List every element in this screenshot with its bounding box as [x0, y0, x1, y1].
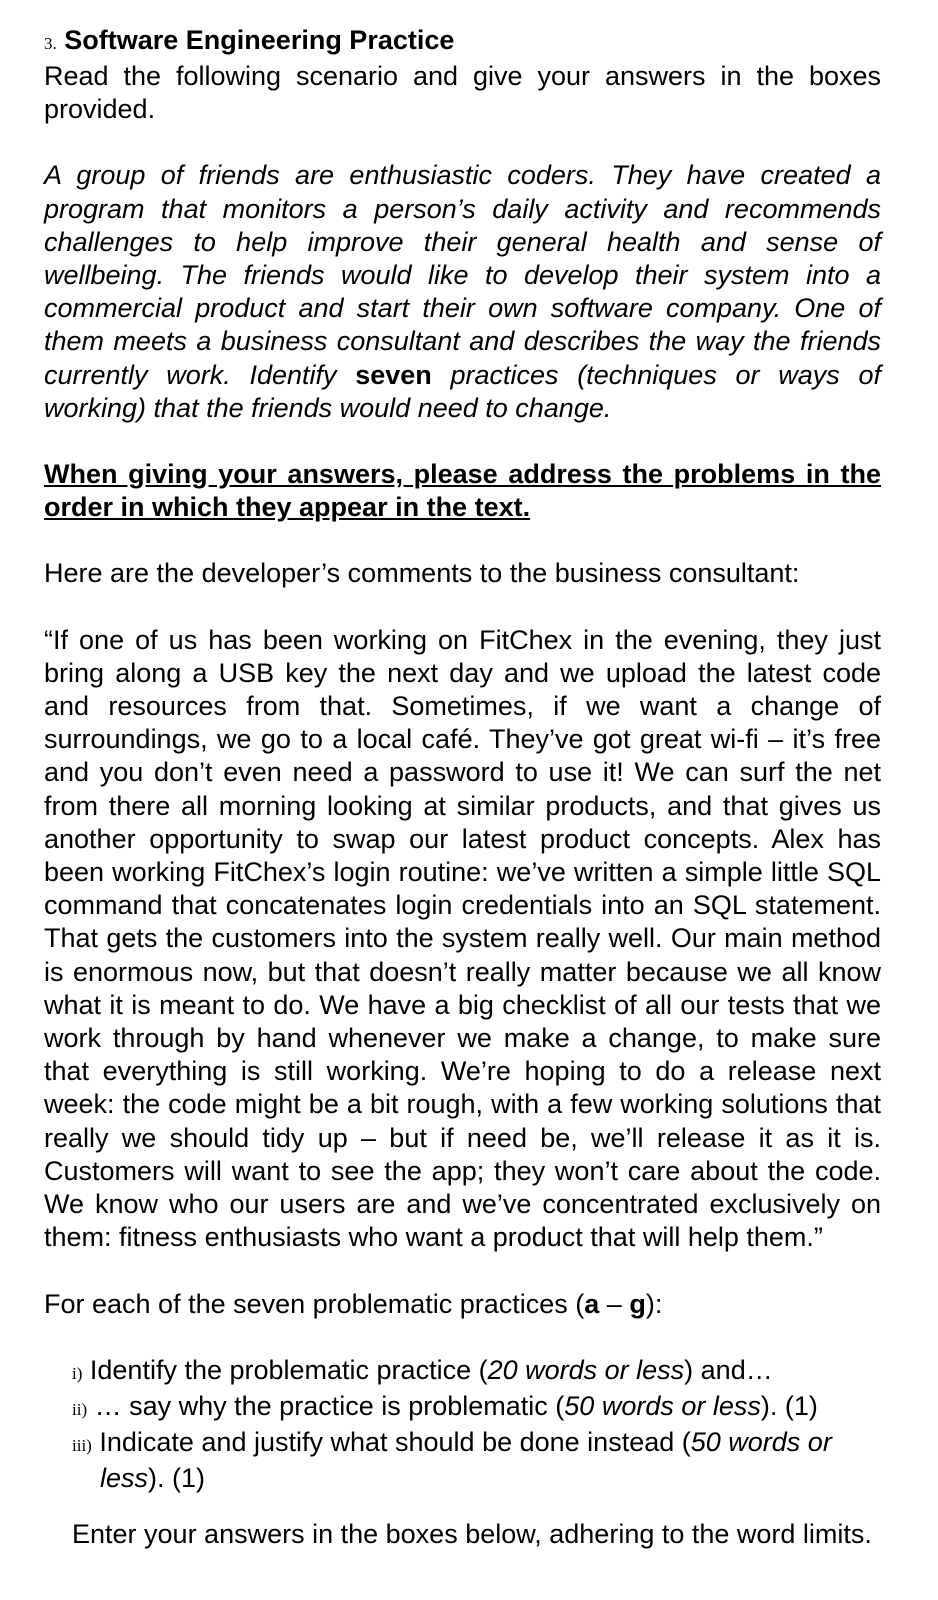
scenario-emphasis: seven [355, 359, 432, 390]
intro-line: Here are the developer’s comments to the business consultant: [44, 558, 800, 589]
scenario-paragraph [44, 159, 881, 425]
task-suffix: ): [645, 1288, 663, 1319]
word-limit: 50 words or less [100, 1427, 832, 1494]
list-marker: iii) [72, 1436, 92, 1456]
task-range-sep: – [599, 1288, 630, 1319]
scenario-part1: A group of friends are enthusiastic coders. They have created a program that monitors a person’s daily activity and recommends challenges to help improve their general health and sense of wellbeing. The friends would like to develop their system into a commercial product and start their own software company. One of them meets a business consultant and describes the way the friends currently work. Identify [44, 160, 881, 390]
list-marker: i) [72, 1363, 83, 1383]
order-note: When giving your answers, please address the problems in the order in which they appear in the text. [44, 459, 881, 523]
task-range-end: g [629, 1288, 646, 1319]
task-line [44, 1288, 881, 1321]
list-item: iii) Indicate and justify what should be done instead (50 words or less). (1) [72, 1427, 832, 1494]
developer-quote: “If one of us has been working on FitChex in the evening, they just bring along a USB key the next day and we upload the latest code and resources from that. Sometimes, if we want a change of surroundings, we go to a local café. They’ve got great wi-fi – it’s free and you don’t even need a password to use it! We can surf the net from there all morning looking at similar products, and that gives us another opportunity to swap our latest product concepts. Alex has been working FitChex’s login routine: we’ve written a simple little SQL command that concatenates login credentials into an SQL statement. That gets the customers into the system really well. Our main method is enormous now, but that doesn’t really matter because we all know what it is meant to do. We have a big checklist of all our tests that we work through by hand whenever we make a change, to make sure that everything is still working. We’re hoping to do a release next week: the code might be a bit rough, with a few working solutions that really we should tidy up – but if need be, we’ll release it as it is. Customers will want to see the app; they won’t care about the code. We know who our users are and we’ve concentrated exclusively on them: fitness enthusiasts who want a product that will help them.” [44, 624, 881, 1253]
question-number: 3. [44, 34, 57, 53]
word-limit: 50 words or less [564, 1390, 761, 1421]
task-prefix: For each of the seven problematic practices ( [44, 1288, 585, 1319]
document-page [44, 24, 881, 1551]
list-item: i) Identify the problematic practice (20 words or less) and… [72, 1354, 773, 1385]
word-limit: 20 words or less [487, 1354, 685, 1385]
question-heading [44, 24, 881, 60]
question-title: Software Engineering Practice [64, 25, 455, 55]
closing-instruction: Enter your answers in the boxes below, adhering to the word limits. [72, 1518, 872, 1549]
list-marker: ii) [72, 1399, 88, 1419]
scenario-part2: practices (techniques or ways of working) that the friends would need to change. [44, 359, 881, 423]
question-instruction: Read the following scenario and give your answers in the boxes provided. [44, 61, 881, 125]
task-range-start: a [584, 1288, 600, 1319]
instruction-list [44, 1354, 881, 1496]
list-item: ii) … say why the practice is problematic (50 words or less). (1) [72, 1390, 818, 1421]
